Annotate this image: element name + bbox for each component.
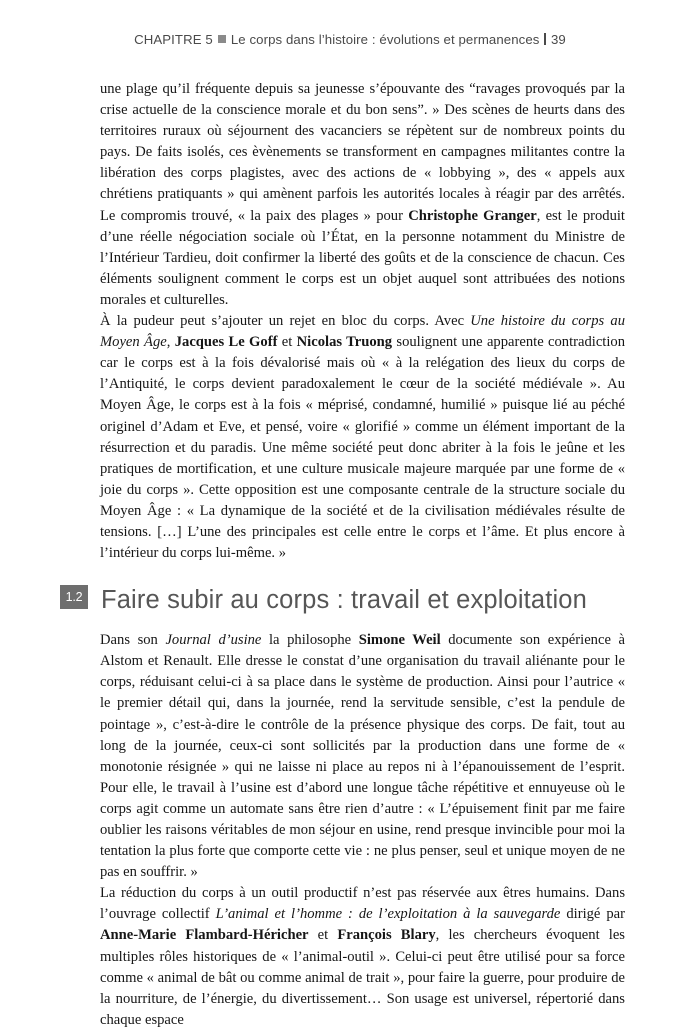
section-title: Faire subir au corps : travail et exploitation — [101, 586, 587, 615]
paragraph-1-text-a: une plage qu’il fréquente depuis sa jeunesse s’épouvante des “ravages provoqués par la crise actuelle de la conscience morale et du bon sens”. » Des scènes de heurts dans des territoires ruraux où séjournent des vacanciers se répètent sur de nombreux points du pays. De faits isolés, ces èvènements se transforment en campagnes militantes contre la libération des corps plagistes, avec des actions de « lobbying », des « appels aux chrétiens pratiquants » qui amènent parfois les autorités locales à réagir par des arrêtés. Le compromis trouvé, « la paix des plages » pour — [100, 81, 625, 224]
square-bullet-icon — [218, 35, 226, 43]
section-number-badge: 1.2 — [60, 585, 88, 609]
book-title-lanimal-et-lhomme: L’animal et l’homme : de l’exploitation à la sauvegarde — [215, 906, 561, 923]
paragraph-4 — [100, 883, 625, 1031]
paragraph-2-text-d: soulignent une apparente contradiction car le corps est à la fois dévalorisé mais où « à la relégation des lieux du corps de l’Antiquité, le corps devient paradoxalement le cœur de la société médiévale ». Au Moyen Âge, le corps est à la fois « méprisé, condamné, humilié » puisque lié au péché originel d’Adam et Eve, et pensé, voire « glorifié » comme un élément important de la résurrection et du paradis. Une même société peut donc abriter à la fois le jeûne et les pratiques de mortification, et une culture musicale majeure marquée par une forme de « joie du corps ». Cette opposition est une composante centrale de la structure sociale du Moyen Âge : « La dynamique de la société et de la civilisation médiévales résulte de tensions. […] L’une des principales est celle entre le corps et l’âme. Et plus encore à l’intérieur du corps lui-même. » — [100, 334, 625, 562]
paragraph-1 — [100, 79, 625, 311]
header-page-number: 39 — [551, 32, 566, 47]
header-chapter-label: CHAPITRE 5 — [134, 32, 213, 47]
paragraph-3-text-b: la philosophe — [261, 632, 359, 649]
vertical-bar-icon — [544, 33, 547, 45]
paragraph-2-text-a: À la pudeur peut s’ajouter un rejet en bloc du corps. Avec — [100, 313, 471, 330]
paragraph-4-text-d: , les chercheurs évoquent les multiples rôles historiques de « l’animal-outil ». Celui-ci peut être utilisé pour sa force comme « animal de bât ou comme animal de trait », pour faire la guerre, pour produire de la nourriture, de l’énergie, du divertissement… Son usage est universel, répertorié dans chaque espace — [100, 927, 625, 1028]
person-name-simone-weil: Simone Weil — [358, 632, 441, 649]
paragraph-1-text-b: , est le produit d’une réelle négociation sociale où l’État, en la personne notamment du Ministre de l’Intérieur Tardieu, doit confirmer la liberté des goûts et de la conscience de chacun. Ces éléments soulignent comment le corps est un objet auquel sont attribuées des notions morales et culturelles. — [100, 207, 625, 308]
paragraph-2-text-c: et — [277, 334, 297, 351]
person-name-jacques-le-goff: Jacques Le Goff — [174, 334, 278, 351]
paragraph-4-text-c: et — [308, 927, 338, 944]
paragraph-3 — [100, 630, 625, 883]
paragraph-4-text-a: La réduction du corps à un outil productif n’est pas réservée aux êtres humains. Dans l’ouvrage collectif — [100, 885, 625, 923]
paragraph-3-text-c: documente son expérience à Alstom et Renault. Elle dresse le constat d’une organisation du travail aliénante pour le corps, réduisant celui-ci à sa place dans le système de production. Ainsi pour l’autrice « le premier détail qui, dans la journée, rend la servitude sensible, c’est la pendule de pointage », c’est-à-dire le contrôle de la présence physique des corps. De fait, tout au long de la journée, ceux-ci sont sollicités par la production dans une forme de « monotonie résignée » qui ne laisse ni place au repos ni à l’épanouissement de l’esprit. Pour elle, le travail à l’usine est d’abord une longue tâche répétitive et ennuyeuse où le corps agit comme un automate sans être rien d’autre : « L’épuisement finit par me faire oublier les raisons véritables de mon séjour en usine, rend presque invincible pour moi la tentation la plus forte que comporte cette vie : ne plus penser, seul et unique moyen de ne pas en souffrir. » — [100, 632, 625, 881]
book-title-journal-dusine: Journal d’usine — [165, 632, 262, 649]
paragraph-4-text-b: dirigé par — [560, 906, 625, 923]
person-name-christophe-granger: Christophe Granger — [408, 207, 537, 224]
text-column — [65, 79, 625, 1031]
paragraph-2 — [100, 311, 625, 564]
paragraph-2-text-b: , — [166, 334, 175, 351]
person-name-nicolas-truong: Nicolas Truong — [296, 334, 393, 351]
person-name-anne-marie-flambard-hericher: Anne-Marie Flambard-Héricher — [100, 927, 309, 944]
paragraph-3-text-a: Dans son — [100, 632, 166, 649]
section-heading — [60, 585, 625, 621]
person-name-francois-blary: François Blary — [337, 927, 436, 944]
header-chapter-title: Le corps dans l’histoire : évolutions et permanences — [230, 32, 540, 47]
running-header — [60, 33, 640, 46]
book-title-une-histoire-du-corps: Une histoire du corps au Moyen Âge — [100, 313, 625, 351]
